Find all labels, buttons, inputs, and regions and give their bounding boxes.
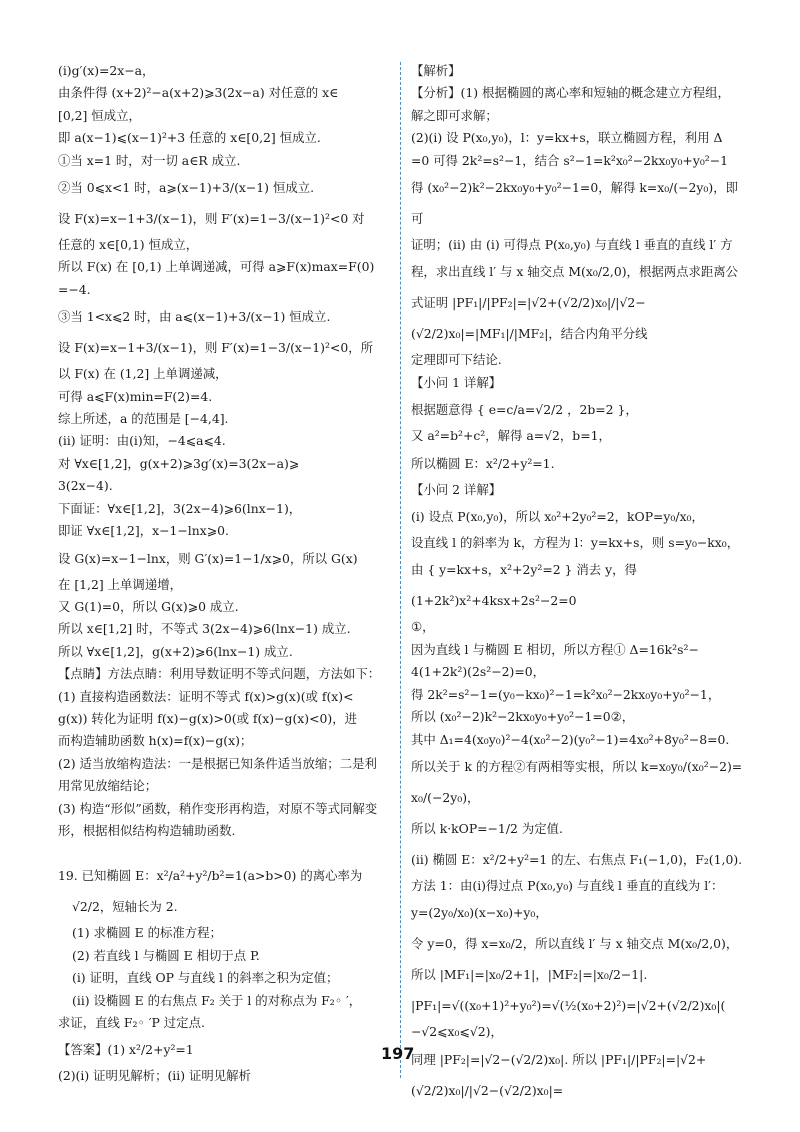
text-line: 令 y=0，得 x=x₀/2，所以直线 l′ 与 x 轴交点 M(x₀/2,0)， bbox=[411, 936, 739, 952]
text-line: 所以 (x₀²−2)k²−2kx₀y₀+y₀²−1=0②， bbox=[411, 709, 635, 725]
text-line: (2)(ⅰ) 设 P(x₀,y₀)，l：y=kx+s，联立椭圆方程，利用 Δ bbox=[411, 130, 723, 146]
text-line: (ⅰ) 证明，直线 OP 与直线 l 的斜率之积为定值； bbox=[72, 970, 339, 986]
text-line: 而构造辅助函数 h(x)=f(x)−g(x)； bbox=[58, 733, 253, 749]
hint-heading: 【点睛】方法点睛：利用导数证明不等式问题，方法如下： bbox=[58, 666, 381, 682]
text-line: g(x)) 转化为证明 f(x)−g(x)>0(或 f(x)−g(x)<0)，进 bbox=[58, 710, 357, 726]
text-line: (1) 求椭圆 E 的标准方程； bbox=[72, 925, 222, 941]
text-line: (ⅰ) 设点 P(x₀,y₀)，所以 x₀²+2y₀²=2，kOP=y₀/x₀， bbox=[411, 509, 704, 525]
text-line: 得 2k²=s²−1=(y₀−kx₀)²−1=k²x₀²−2kx₀y₀+y₀²−1， bbox=[411, 686, 721, 702]
text-line: 任意的 x∈[0,1) 恒成立， bbox=[58, 237, 199, 253]
text-line: 求证，直线 F₂◦ ′P 过定点. bbox=[58, 1015, 205, 1030]
text-line: (ⅰ)g′(x)=2x−a， bbox=[58, 63, 155, 78]
text-line: 证明；(ⅱ) 由 (ⅰ) 可得点 P(x₀,y₀) 与直线 l 垂直的直线 l′ 方 bbox=[411, 237, 733, 253]
text-line: 得 (x₀²−2)k²−2kx₀y₀+y₀²−1=0，解得 k=x₀/(−2y₀)，即可 bbox=[411, 180, 739, 227]
text-line: 用常见放缩结论； bbox=[58, 778, 158, 794]
text-line: 所以 x∈[1,2] 时，不等式 3(2x−4)⩾6(lnx−1) 成立. bbox=[58, 621, 351, 637]
text-line: 可得 a⩽F(x)min=F(2)=4. bbox=[58, 388, 213, 404]
text-line: 所以椭圆 E：x²/2+y²=1. bbox=[411, 455, 555, 471]
answer-line: (2)(ⅰ) 证明见解析；(ⅱ) 证明见解析 bbox=[58, 1068, 251, 1084]
text-line: (ⅱ) 设椭圆 E 的右焦点 F₂ 关于 l 的对称点为 F₂◦ ′， bbox=[72, 992, 362, 1008]
text-line: −√2⩽x₀⩽√2)， bbox=[411, 1024, 503, 1040]
page-number: 197 bbox=[381, 1044, 415, 1063]
text-line: (2) 若直线 l 与椭圆 E 相切于点 P. bbox=[72, 947, 260, 963]
text-line: (1) 直接构造函数法：证明不等式 f(x)>g(x)(或 f(x)< bbox=[58, 688, 354, 704]
right-column bbox=[411, 60, 749, 1106]
analysis-heading: 【解析】 bbox=[411, 63, 461, 78]
text-line: 设 F(x)=x−1+3/(x−1)，则 F′(x)=1−3/(x−1)²<0 对 bbox=[58, 211, 365, 227]
sub-question-heading: 【小问 2 详解】 bbox=[411, 481, 502, 497]
text-line: |PF₁|=√((x₀+1)²+y₀²)=√(½(x₀+2)²)=|√2+(√2/2)x₀|( bbox=[411, 998, 726, 1014]
text-line: 综上所述，a 的范围是 [−4,4]. bbox=[58, 411, 229, 427]
text-line: 设直线 l 的斜率为 k，方程为 l：y=kx+s，则 s=y₀−kx₀， bbox=[411, 535, 740, 551]
text-line: 方法 1：由(ⅰ)得过点 P(x₀,y₀) 与直线 l 垂直的直线为 l′： bbox=[411, 877, 724, 893]
sub-question-heading: 【小问 1 详解】 bbox=[411, 374, 502, 390]
text-line: 解之即可求解； bbox=[411, 107, 498, 123]
left-column bbox=[58, 60, 392, 1088]
text-line: 4(1+2k²)(2s²−2)=0， bbox=[411, 664, 545, 680]
text-line: 下面证：∀x∈[1,2]，3(2x−4)⩾6(lnx−1)， bbox=[58, 500, 302, 516]
text-line: ③当 1<x⩽2 时，由 a⩽(x−1)+3/(x−1) 恒成立. bbox=[58, 309, 331, 325]
text-line: 根据题意得 { e=c/a=√2/2 ，2b=2 }， bbox=[411, 402, 638, 418]
text-line: (ⅱ) 证明：由(ⅰ)知，−4⩽a⩽4. bbox=[58, 433, 226, 449]
text-line: 所以 k·kOP=−1/2 为定值. bbox=[411, 820, 563, 836]
text-line: 定理即可下结论. bbox=[411, 352, 502, 368]
text-line: 程，求出直线 l′ 与 x 轴交点 M(x₀/2,0)，根据两点求距离公 bbox=[411, 264, 739, 280]
text-line: 3(2x−4). bbox=[58, 478, 113, 494]
text-line: 设 F(x)=x−1+3/(x−1)，则 F′(x)=1−3/(x−1)²<0，所 bbox=[58, 340, 374, 356]
text-line: 【分析】(1) 根据椭圆的离心率和短轴的概念建立方程组， bbox=[411, 85, 730, 101]
text-line: 所以 F(x) 在 [0,1) 上单调递减，可得 a⩾F(x)max=F(0) bbox=[58, 259, 375, 275]
text-line: 在 [1,2] 上单调递增， bbox=[58, 576, 182, 592]
text-line: y=(2y₀/x₀)(x−x₀)+y₀， bbox=[411, 905, 548, 921]
text-line: 形，根据相似结构构造辅助函数. bbox=[58, 822, 236, 838]
text-line: 式证明 |PF₁|/|PF₂|=|√2+(√2/2)x₀|/|√2−(√2/2)x₀|=|MF₁|/|MF₂|，结合内角平分线 bbox=[411, 295, 648, 342]
text-line: 又 a²=b²+c²，解得 a=√2，b=1， bbox=[411, 428, 611, 444]
text-line: (ⅱ) 椭圆 E：x²/2+y²=1 的左、右焦点 F₁(−1,0)，F₂(1,0). bbox=[411, 851, 743, 867]
answer-line: 【答案】(1) x²/2+y²=1 bbox=[58, 1042, 194, 1058]
text-line: ①当 x=1 时，对一切 a∈R 成立. bbox=[58, 152, 241, 168]
text-line: 由条件得 (x+2)²−a(x+2)⩾3(2x−a) 对任意的 x∈ bbox=[58, 85, 339, 101]
text-line: [0,2] 恒成立， bbox=[58, 107, 141, 123]
text-line: 设 G(x)=x−1−lnx，则 G′(x)=1−1/x⩾0，所以 G(x) bbox=[58, 550, 358, 566]
text-line: (3) 构造“形似”函数，稍作变形再构造，对原不等式同解变 bbox=[58, 800, 378, 816]
text-line: 由 { y=kx+s，x²+2y²=2 } 消去 y，得 (1+2k²)x²+4ksx+2s²−2=0 bbox=[411, 562, 637, 609]
problem-19-statement: 19. 已知椭圆 E：x²/a²+y²/b²=1(a>b>0) 的离心率为 bbox=[58, 868, 363, 884]
text-line: x₀/(−2y₀)， bbox=[411, 789, 480, 805]
text-line: ②当 0⩽x<1 时，a⩾(x−1)+3/(x−1) 恒成立. bbox=[58, 180, 315, 196]
text-line: 其中 Δ₁=4(x₀y₀)²−4(x₀²−2)(y₀²−1)=4x₀²+8y₀²−8=0. bbox=[411, 731, 730, 747]
text-line: ①， bbox=[411, 619, 435, 635]
text-line: 所以 ∀x∈[1,2]，g(x+2)⩾6(lnx−1) 成立. bbox=[58, 643, 293, 659]
text-line: =0 可得 2k²=s²−1，结合 s²−1=k²x₀²−2kx₀y₀+y₀²−1 bbox=[411, 152, 729, 168]
text-line: 同理 |PF₂|=|√2−(√2/2)x₀|. 所以 |PF₁|/|PF₂|=|√2+(√2/2)x₀|/|√2−(√2/2)x₀|= bbox=[411, 1051, 707, 1098]
text-line: 即证 ∀x∈[1,2]，x−1−lnx⩾0. bbox=[58, 523, 229, 539]
text-line: 即 a(x−1)⩽(x−1)²+3 任意的 x∈[0,2] 恒成立. bbox=[58, 130, 321, 146]
text-line: 所以 |MF₁|=|x₀/2+1|，|MF₂|=|x₀/2−1|. bbox=[411, 967, 648, 983]
text-line: 因为直线 l 与椭圆 E 相切，所以方程① Δ=16k²s²− bbox=[411, 641, 699, 657]
text-line: 所以关于 k 的方程②有两相等实根，所以 k=x₀y₀/(x₀²−2)= bbox=[411, 758, 743, 774]
text-line: √2/2，短轴长为 2. bbox=[72, 899, 178, 915]
text-line: 以 F(x) 在 (1,2] 上单调递减， bbox=[58, 366, 228, 382]
text-line: (2) 适当放缩构造法：一是根据已知条件适当放缩；二是利 bbox=[58, 755, 377, 771]
text-line: 对 ∀x∈[1,2]，g(x+2)⩾3g′(x)=3(2x−a)⩾ bbox=[58, 455, 300, 471]
column-divider bbox=[400, 62, 401, 1078]
text-line: =−4. bbox=[58, 281, 91, 297]
text-line: 又 G(1)=0，所以 G(x)⩾0 成立. bbox=[58, 598, 239, 614]
